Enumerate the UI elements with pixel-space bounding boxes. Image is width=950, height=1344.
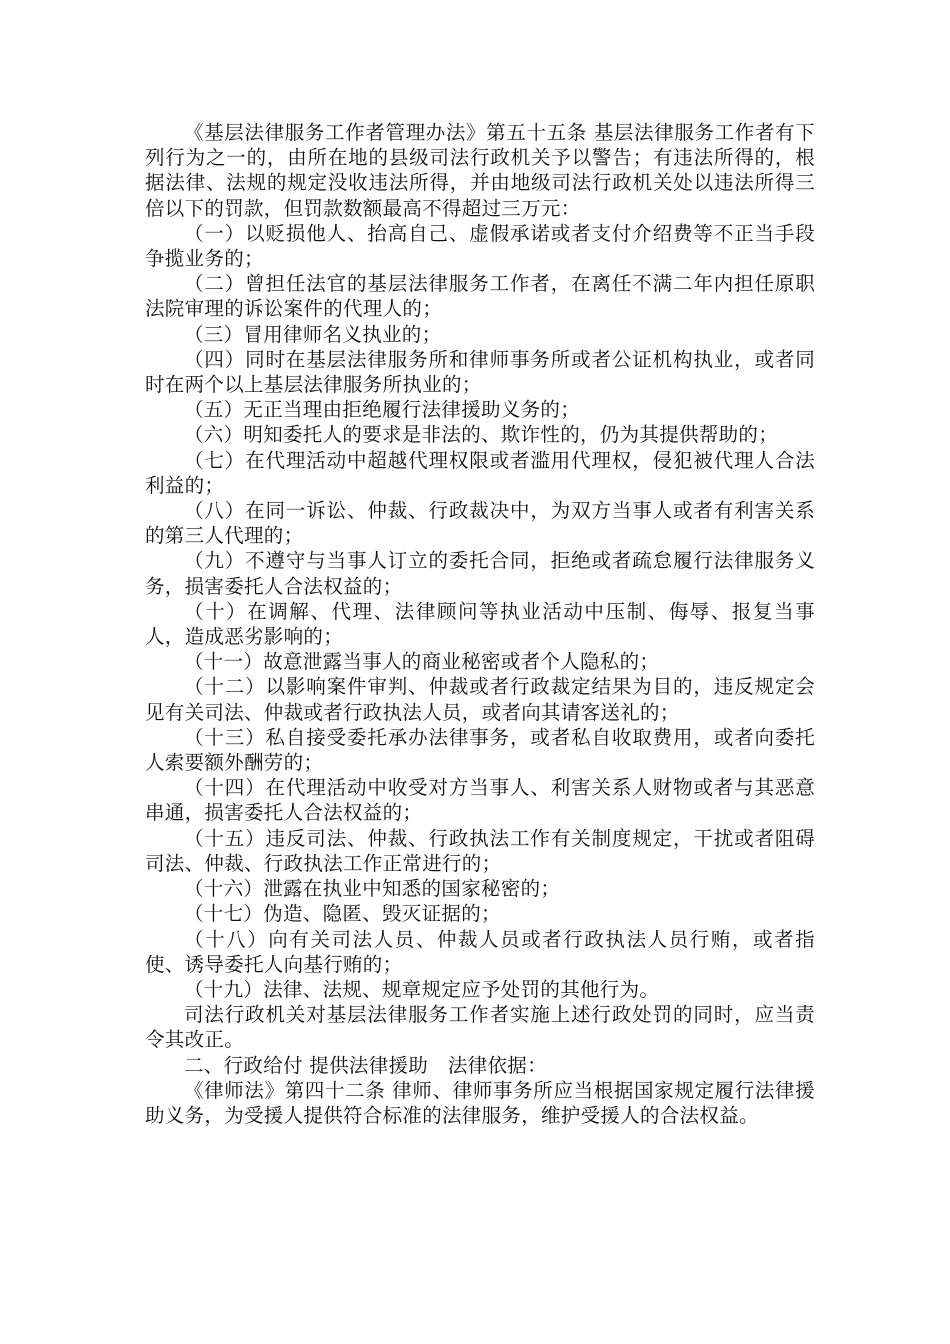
list-item-19: （十九）法律、法规、规章规定应予处罚的其他行为。 [184,977,660,1001]
document-body [145,120,815,1128]
list-item-18: （十八）向有关司法人员、仲裁人员或者行政执法人员行贿，或者指使、诱导委托人向基行贿的； [145,927,815,976]
list-item-10: （十）在调解、代理、法律顾问等执业活动中压制、侮辱、报复当事人，造成恶劣影响的； [145,599,815,649]
list-item-8: （八）在同一诉讼、仲裁、行政裁决中，为双方当事人或者有利害关系的第三人代理的； [145,499,815,548]
list-item-1: （一）以贬损他人、抬高自己、虚假承诺或者支付介绍费等不正当手段争揽业务的； [145,221,815,271]
list-item-7: （七）在代理活动中超越代理权限或者滥用代理权，侵犯被代理人合法利益的； [145,448,815,497]
list-item-16: （十六）泄露在执业中知悉的国家秘密的； [184,877,561,901]
list-item-13: （十三）私自接受委托承办法律事务，或者私自收取费用，或者向委托人索要额外酬劳的； [145,725,815,775]
list-item-5: （五）无正当理由拒绝履行法律援助义务的； [184,398,581,422]
list-item-6: （六）明知委托人的要求是非法的、欺诈性的，仍为其提供帮助的； [184,423,779,447]
list-item-12: （十二）以影响案件审判、仲裁或者行政裁定结果为目的，违反规定会见有关司法、仲裁或者行政执法人员，或者向其请客送礼的； [145,675,815,724]
lawyers-law-article-42: 《律师法》第四十二条 律师、律师事务所应当根据国家规定履行法律援助义务，为受援人提供符合标准的法律服务，维护受援人的合法权益。 [145,1078,815,1127]
list-item-15: （十五）违反司法、仲裁、行政执法工作有关制度规定，干扰或者阻碍司法、仲裁、行政执法工作正常进行的； [145,826,815,875]
section-heading-legal-aid: 二、行政给付 提供法律援助 法律依据： [184,1053,547,1077]
list-item-4: （四）同时在基层法律服务所和律师事务所或者公证机构执业，或者同时在两个以上基层法律服务所执业的； [145,347,815,397]
list-item-2: （二）曾担任法官的基层法律服务工作者，在离任不满二年内担任原职法院审理的诉讼案件的代理人的； [145,272,815,321]
list-item-17: （十七）伪造、隐匿、毁灭证据的； [184,902,501,926]
list-item-3: （三）冒用律师名义执业的； [184,322,442,346]
list-item-14: （十四）在代理活动中收受对方当事人、利害关系人财物或者与其恶意串通，损害委托人合法权益的； [145,776,815,825]
list-item-11: （十一）故意泄露当事人的商业秘密或者个人隐私的； [184,650,660,674]
rectification-paragraph: 司法行政机关对基层法律服务工作者实施上述行政处罚的同时，应当责令其改正。 [145,1003,815,1052]
article-55-intro: 《基层法律服务工作者管理办法》第五十五条 基层法律服务工作者有下列行为之一的，由所在地的县级司法行政机关予以警告；有违法所得的，根据法律、法规的规定没收违法所得，并由地级司法行政机关处以违法所得三倍以下的罚款，但罚款数额最高不得超过三万元： [145,121,815,220]
list-item-9: （九）不遵守与当事人订立的委托合同，拒绝或者疏怠履行法律服务义务，损害委托人合法权益的； [145,549,815,598]
